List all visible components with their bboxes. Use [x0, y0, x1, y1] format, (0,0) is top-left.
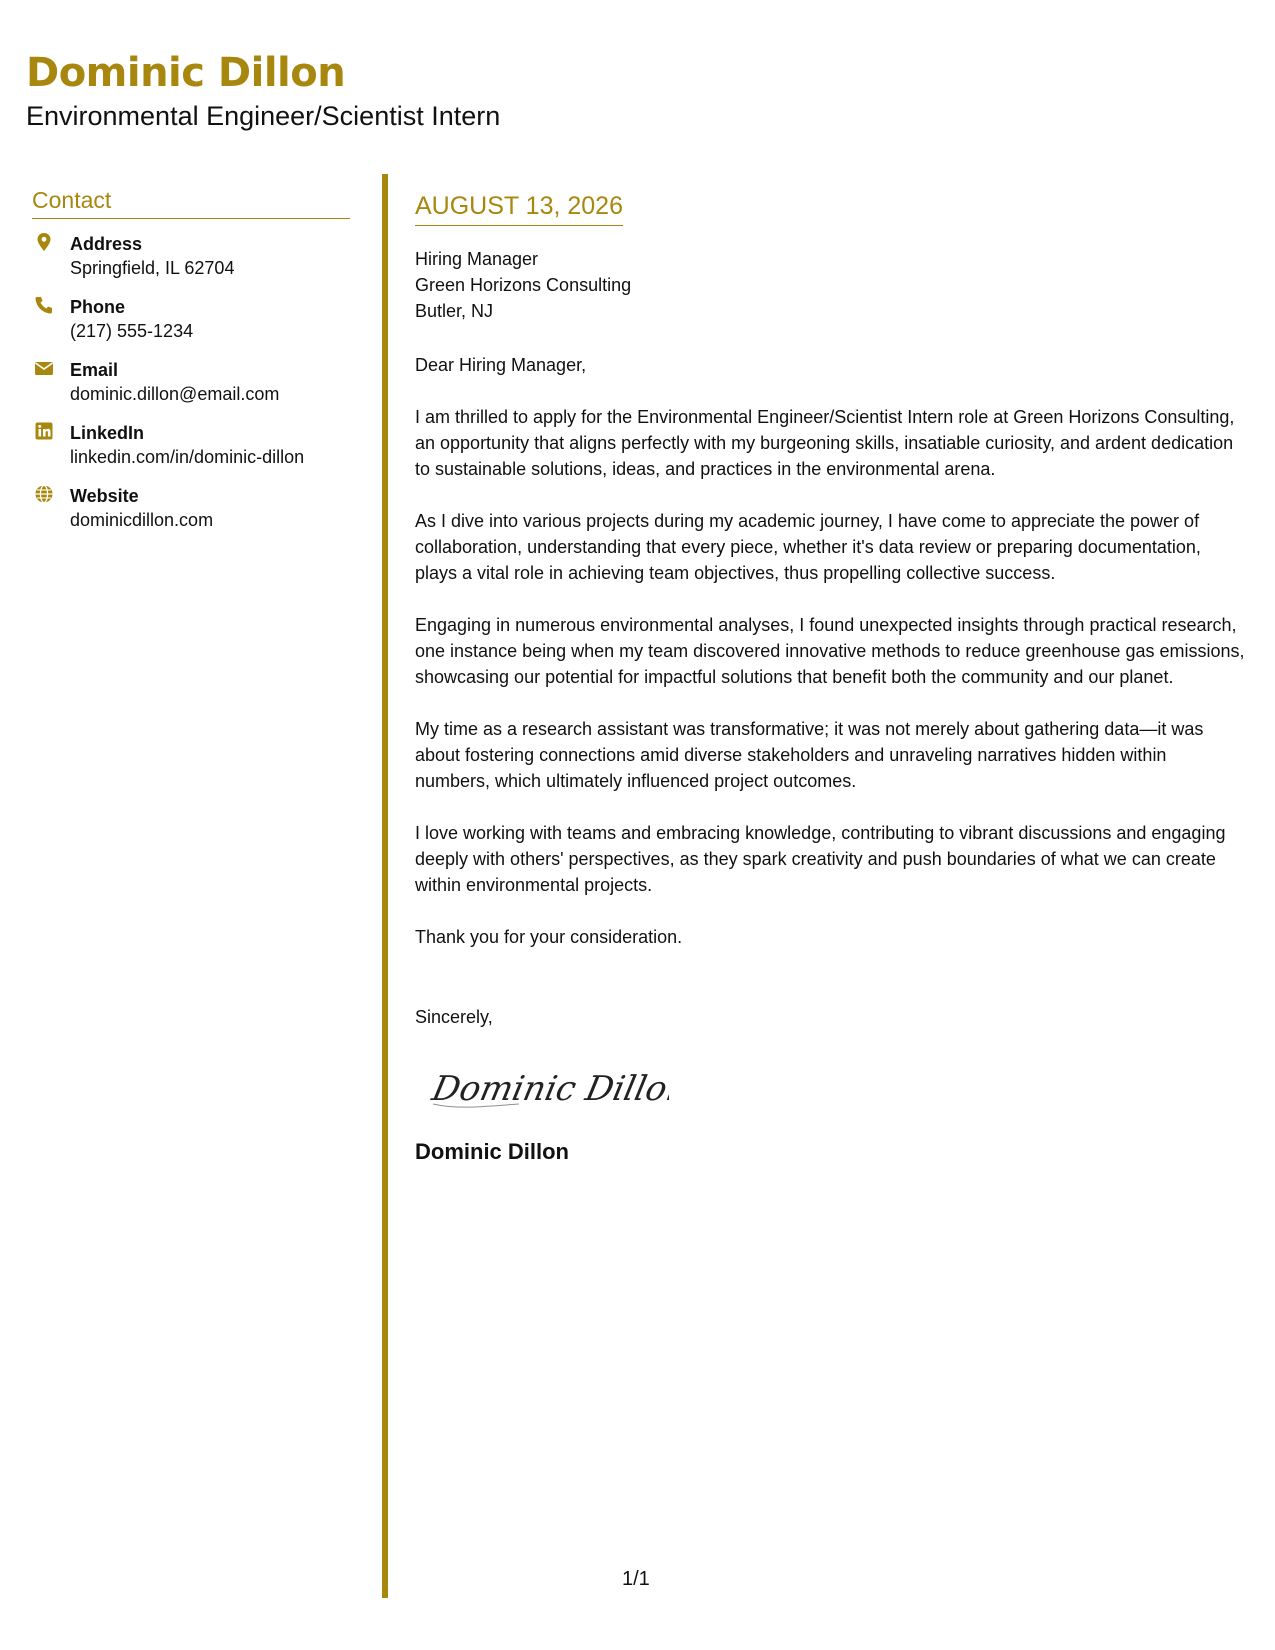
contact-item-address [32, 232, 350, 295]
page-number: 1/1 [622, 1568, 650, 1590]
contact-label: Email [70, 360, 119, 380]
contact-label: Phone [70, 297, 126, 317]
contact-item-email[interactable] [32, 358, 350, 421]
contact-label: LinkedIn [70, 423, 145, 443]
contact-label: Website [70, 486, 139, 506]
resume-header [26, 48, 500, 133]
salutation: Dear Hiring Manager, [415, 355, 587, 375]
recipient-location: Butler, NJ [415, 301, 494, 321]
contact-value-linkedin-link[interactable]: linkedin.com/in/dominic-dillon [70, 447, 305, 467]
contact-item-phone [32, 295, 350, 358]
letter-closing: Sincerely, [415, 1007, 493, 1027]
contact-section-title: Contact [32, 186, 350, 219]
letter-paragraph: I am thrilled to apply for the Environmental Engineer/Scientist Intern role at Green Horizons Consulting, an opportunity that aligns perfectly with my burgeoning skills, insatiable curiosity, and ardent dedication to sustainable solutions, ideas, and practices in the environmental arena. [415, 407, 1235, 479]
contact-value: (217) 555-1234 [70, 321, 194, 341]
contact-item-linkedin[interactable] [32, 421, 350, 484]
svg-text:Dominic Dillon: Dominic Dillon [429, 1069, 669, 1109]
signer-name: Dominic Dillon [415, 1139, 569, 1164]
phone-icon [34, 295, 54, 315]
applicant-role: Environmental Engineer/Scientist Intern [26, 101, 501, 131]
contact-sidebar [32, 186, 350, 547]
vertical-divider [382, 174, 388, 1598]
globe-icon [34, 484, 54, 504]
contact-value: Springfield, IL 62704 [70, 258, 235, 278]
handwritten-signature [429, 1060, 1245, 1120]
cover-letter-body [415, 190, 1245, 1166]
linkedin-icon [34, 421, 54, 441]
applicant-name: Dominic Dillon [26, 50, 346, 96]
map-pin-icon [34, 232, 54, 252]
letter-paragraph: I love working with teams and embracing knowledge, contributing to vibrant discussions and engaging deeply with others' perspectives, as they spark creativity and push boundaries of what we can create within environmental projects. [415, 823, 1226, 895]
contact-label: Address [70, 234, 143, 254]
letter-paragraph: Thank you for your consideration. [415, 927, 683, 947]
recipient-block [415, 246, 1245, 324]
recipient-company: Green Horizons Consulting [415, 275, 632, 295]
recipient-title: Hiring Manager [415, 249, 539, 269]
letter-paragraph: My time as a research assistant was transformative; it was not merely about gathering data—it was about fostering connections amid diverse stakeholders and unraveling narratives hidden within numbers, which ultimately influenced project outcomes. [415, 719, 1204, 791]
envelope-icon [34, 358, 54, 378]
contact-value-email-link[interactable]: dominic.dillon@email.com [70, 384, 280, 404]
letter-paragraph: As I dive into various projects during my academic journey, I have come to appreciate the power of collaboration, understanding that every piece, whether it's data review or preparing documentation, plays a vital role in achieving team objectives, thus propelling collective success. [415, 511, 1201, 583]
letter-date: AUGUST 13, 2026 [415, 190, 623, 226]
contact-value-website-link[interactable]: dominicdillon.com [70, 510, 214, 530]
letter-paragraph: Engaging in numerous environmental analyses, I found unexpected insights through practical research, one instance being when my team discovered innovative methods to reduce greenhouse gas emissions, showcasing our potential for impactful solutions that benefit both the community and our planet. [415, 615, 1245, 687]
contact-item-website[interactable] [32, 484, 350, 547]
